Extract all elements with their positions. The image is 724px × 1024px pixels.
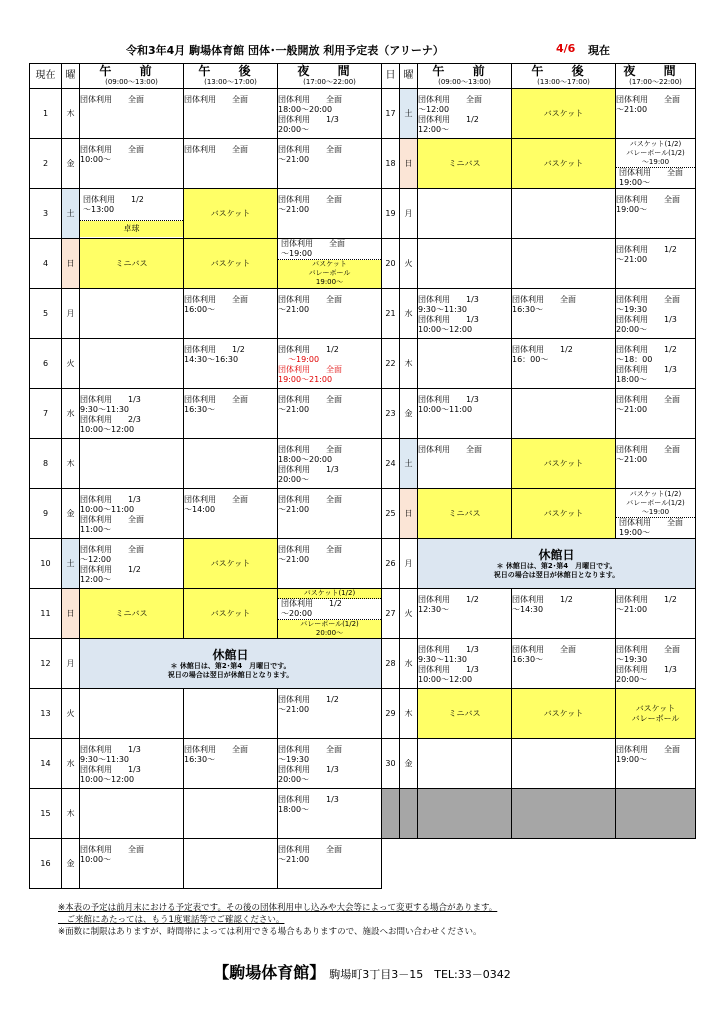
- day-of-week: 火: [400, 589, 418, 639]
- left-pm-cell: バスケット: [184, 189, 278, 239]
- right-night-cell: [616, 739, 696, 789]
- right-night-text: 団体利用 全面 ～21:00: [616, 94, 680, 114]
- header-night-right: 夜 間 (17:00～22:00): [616, 64, 696, 89]
- left-pm-text: [184, 691, 277, 737]
- day-of-week: 月: [400, 539, 418, 589]
- left-am-cell: [80, 389, 184, 439]
- right-pm-cell: [512, 239, 616, 289]
- right-pm-cell: [512, 389, 616, 439]
- left-pm-cell: [184, 739, 278, 789]
- left-night-text: 団体利用 全面 ～21:00: [278, 294, 342, 314]
- right-am-cell: [418, 639, 512, 689]
- right-am-text: 団体利用 1/2 12:30～: [418, 594, 479, 614]
- left-am-extra: 卓球: [80, 221, 183, 237]
- left-night-text: 団体利用 1/2 ～20:00: [278, 599, 381, 620]
- right-pm-cell: [512, 189, 616, 239]
- right-night-cell: [616, 589, 696, 639]
- right-pm-text: 団体利用 1/2 ～14:30: [512, 594, 573, 614]
- left-am-text: 団体利用 1/3 9:30～11:30 団体利用 2/3 10:00～12:00: [80, 394, 141, 434]
- closed-day-cell: [80, 639, 382, 689]
- left-pm-cell: [184, 489, 278, 539]
- day-of-week: 日: [400, 139, 418, 189]
- day-of-week: 木: [400, 339, 418, 389]
- left-night-text: 団体利用 全面 ～21:00: [278, 844, 342, 864]
- table-row: [30, 289, 696, 339]
- right-pm-cell: [512, 639, 616, 689]
- right-am-cell: ミニバス: [418, 689, 512, 739]
- table-row: [30, 439, 696, 489]
- table-row: [30, 239, 696, 289]
- blocked-cell: [616, 789, 696, 839]
- right-night-cell: [616, 89, 696, 139]
- left-pm-text: 団体利用 全面: [184, 144, 248, 154]
- left-am-cell: [80, 739, 184, 789]
- right-pm-cell: [512, 339, 616, 389]
- blocked-cell: [400, 789, 418, 839]
- left-am-cell: [80, 89, 184, 139]
- day-of-week: 水: [400, 289, 418, 339]
- day-number: 22: [382, 339, 400, 389]
- day-of-week: 金: [62, 139, 80, 189]
- day-number: 18: [382, 139, 400, 189]
- left-am-cell: [80, 439, 184, 489]
- table-row: [30, 89, 696, 139]
- left-am-text: 団体利用 全面 10:00～: [80, 144, 144, 164]
- left-am-cell: [80, 839, 184, 889]
- right-am-cell: [418, 289, 512, 339]
- day-of-week: 月: [62, 289, 80, 339]
- table-row: [30, 139, 696, 189]
- right-night-text: 団体利用 全面 19:00～: [616, 744, 680, 764]
- day-number: 24: [382, 439, 400, 489]
- left-am-text: 団体利用 1/3 10:00～11:00 団体利用 全面 11:00～: [80, 494, 144, 534]
- left-night-text: 団体利用 全面 ～21:00: [278, 144, 342, 164]
- left-am-text: 団体利用 全面: [80, 94, 144, 104]
- day-number: 14: [30, 739, 62, 789]
- right-night-text: 団体利用 全面 ～21:00: [616, 394, 680, 414]
- table-row: [30, 389, 696, 439]
- empty-cell: [616, 839, 696, 889]
- day-number: 5: [30, 289, 62, 339]
- left-night-cell: [278, 589, 382, 639]
- right-pm-cell: バスケット: [512, 139, 616, 189]
- left-night-cell: [278, 339, 382, 389]
- left-pm-cell: [184, 339, 278, 389]
- day-number: 4: [30, 239, 62, 289]
- left-pm-cell: バスケット: [184, 589, 278, 639]
- right-am-text: 団体利用 1/3 10:00～11:00: [418, 394, 479, 414]
- day-of-week: 日: [62, 239, 80, 289]
- left-am-cell: ミニバス: [80, 589, 184, 639]
- table-row: [30, 739, 696, 789]
- left-pm-cell: [184, 289, 278, 339]
- right-am-cell: [418, 439, 512, 489]
- day-of-week: 金: [62, 839, 80, 889]
- right-am-cell: [418, 389, 512, 439]
- empty-cell: [418, 839, 512, 889]
- right-pm-cell: バスケット: [512, 489, 616, 539]
- left-pm-text: 団体利用 1/2 14:30～16:30: [184, 344, 245, 364]
- day-number: 9: [30, 489, 62, 539]
- table-row: [30, 489, 696, 539]
- day-number: 30: [382, 739, 400, 789]
- day-number: 26: [382, 539, 400, 589]
- day-number: 13: [30, 689, 62, 739]
- schedule-table: [29, 63, 696, 889]
- header-day: 日: [382, 64, 400, 89]
- right-am-text: 団体利用 全面 ～12:00 団体利用 1/2 12:00～: [418, 94, 482, 134]
- day-number: 11: [30, 589, 62, 639]
- footer-address: 駒場町3丁目3－15 TEL:33－0342: [329, 968, 511, 981]
- left-pm-text: [184, 791, 277, 837]
- left-am-text: [80, 291, 183, 337]
- left-pm-cell: [184, 439, 278, 489]
- table-row: [30, 539, 696, 589]
- day-number: 1: [30, 89, 62, 139]
- left-pm-cell: [184, 139, 278, 189]
- right-am-cell: [418, 89, 512, 139]
- table-row: [30, 189, 696, 239]
- closed-title: 休館日: [538, 547, 575, 562]
- table-row: [30, 789, 696, 839]
- table-row: [30, 589, 696, 639]
- right-night-text: 団体利用 1/2 ～21:00: [616, 594, 677, 614]
- left-am-cell: [80, 539, 184, 589]
- blocked-cell: [382, 789, 400, 839]
- left-night-cell: [278, 439, 382, 489]
- day-number: 8: [30, 439, 62, 489]
- day-number: 20: [382, 239, 400, 289]
- left-night-bottom: バレーボール(1/2) 20:00～: [278, 620, 381, 638]
- right-night-text: バスケット(1/2) バレーボール(1/2) ～19:00: [616, 490, 695, 518]
- left-night-cell: [278, 139, 382, 189]
- blocked-cell: [512, 789, 616, 839]
- right-am-cell: [418, 189, 512, 239]
- left-pm-text: 団体利用 全面 16:30～: [184, 744, 248, 764]
- left-pm-cell: [184, 789, 278, 839]
- left-pm-cell: [184, 389, 278, 439]
- left-night-text: 団体利用 全面 ～21:00: [278, 194, 342, 214]
- left-pm-text: 団体利用 全面 16:00～: [184, 294, 248, 314]
- left-night-cell: [278, 789, 382, 839]
- left-pm-cell: [184, 689, 278, 739]
- left-am-cell: [80, 139, 184, 189]
- note-1: ※本表の予定は前月末における予定表です。その後の団体利用申し込みや大会等によって変更する場合があります。: [58, 903, 498, 913]
- right-night-cell: [616, 189, 696, 239]
- day-of-week: 金: [62, 489, 80, 539]
- right-night-text: 団体利用 全面 ～19:30 団体利用 1/3 20:00～: [616, 294, 680, 334]
- page-title: [0, 40, 724, 58]
- right-am-text: [418, 741, 511, 787]
- day-number: 3: [30, 189, 62, 239]
- day-of-week: 土: [400, 89, 418, 139]
- day-of-week: 月: [400, 189, 418, 239]
- day-of-week: 木: [62, 439, 80, 489]
- header-pm-right: 午 後 (13:00～17:00): [512, 64, 616, 89]
- left-night-cell: [278, 839, 382, 889]
- day-number: 15: [30, 789, 62, 839]
- left-night-text: 団体利用 全面 ～19:00: [278, 239, 381, 260]
- right-night-cell: [616, 439, 696, 489]
- right-pm-text: 団体利用 1/2 16：00～: [512, 344, 573, 364]
- footer: [0, 960, 724, 983]
- left-pm-text: 団体利用 全面: [184, 94, 248, 104]
- right-am-text: [418, 341, 511, 387]
- title-suffix: 現在: [588, 44, 610, 57]
- right-pm-text: [512, 741, 615, 787]
- title-main: 令和3年4月 駒場体育館 団体･一般開放 利用予定表（アリーナ）: [126, 44, 444, 57]
- right-am-cell: [418, 239, 512, 289]
- left-night-extra: バスケット バレーボール 19:00～: [278, 260, 381, 288]
- left-night-cell: [278, 689, 382, 739]
- right-night-extra: 団体利用 全面 19:00～: [619, 517, 683, 537]
- day-of-week: 日: [400, 489, 418, 539]
- right-night-cell: [616, 289, 696, 339]
- day-number: 23: [382, 389, 400, 439]
- right-night-cell: バスケット バレーボール: [616, 689, 696, 739]
- day-of-week: 金: [400, 739, 418, 789]
- left-am-cell: [80, 189, 184, 239]
- right-am-text: 団体利用 全面: [418, 444, 482, 454]
- day-number: 27: [382, 589, 400, 639]
- right-am-text: 団体利用 1/3 9:30～11:30 団体利用 1/3 10:00～12:00: [418, 644, 479, 684]
- left-night-cell: [278, 289, 382, 339]
- table-row: [30, 689, 696, 739]
- right-pm-cell: バスケット: [512, 439, 616, 489]
- closed-title: 休館日: [212, 647, 249, 662]
- right-night-text: 団体利用 全面 ～21:00: [616, 444, 680, 464]
- left-am-text: [80, 791, 183, 837]
- left-am-cell: [80, 689, 184, 739]
- left-night-text: 団体利用 全面 ～19:30 団体利用 1/3 20:00～: [278, 744, 342, 784]
- left-am-text: 団体利用 1/3 9:30～11:30 団体利用 1/3 10:00～12:00: [80, 744, 141, 784]
- header-pm: 午 後 (13:00～17:00): [184, 64, 278, 89]
- left-night-cell: [278, 389, 382, 439]
- left-night-text: 団体利用 全面 ～21:00: [278, 544, 342, 564]
- right-pm-cell: バスケット: [512, 89, 616, 139]
- day-number: 16: [30, 839, 62, 889]
- header-am: 午 前 (09:00～13:00): [80, 64, 184, 89]
- day-number: 19: [382, 189, 400, 239]
- left-pm-cell: [184, 89, 278, 139]
- closed-note: ＊ 休館日は、第2･第4 月曜日です。 祝日の場合は翌日が休館日となります。: [167, 661, 294, 679]
- left-am-text: [80, 441, 183, 487]
- day-number: 29: [382, 689, 400, 739]
- right-night-text: バスケット(1/2) バレーボール(1/2) ～19:00: [616, 140, 695, 168]
- left-pm-cell: バスケット: [184, 239, 278, 289]
- left-am-text: 団体利用 全面 ～12:00 団体利用 1/2 12:00～: [80, 544, 144, 584]
- right-night-text: 団体利用 全面 ～19:30 団体利用 1/3 20:00～: [616, 644, 680, 684]
- right-night-text: 団体利用 1/2 ～18：00 団体利用 1/3 18:00～: [616, 344, 677, 384]
- closed-day-cell: [418, 539, 696, 589]
- left-am-text: [80, 341, 183, 387]
- empty-cell: [512, 839, 616, 889]
- left-am-text: 団体利用 全面 10:00～: [80, 844, 144, 864]
- day-number: 21: [382, 289, 400, 339]
- day-number: 2: [30, 139, 62, 189]
- left-am-text: [80, 691, 183, 737]
- left-pm-text: [184, 441, 277, 487]
- left-am-cell: [80, 789, 184, 839]
- day-number: 6: [30, 339, 62, 389]
- blocked-cell: [418, 789, 512, 839]
- table-row: [30, 639, 696, 689]
- right-am-cell: ミニバス: [418, 489, 512, 539]
- right-am-text: 団体利用 1/3 9:30～11:30 団体利用 1/3 10:00～12:00: [418, 294, 479, 334]
- left-am-cell: ミニバス: [80, 239, 184, 289]
- left-night-text: 団体利用 1/3 18:00～: [278, 794, 339, 814]
- day-of-week: 金: [400, 389, 418, 439]
- right-am-cell: [418, 589, 512, 639]
- left-night-text: 団体利用 1/2 ～21:00: [278, 694, 339, 714]
- notes: [58, 902, 497, 938]
- right-am-text: [418, 191, 511, 237]
- day-of-week: 土: [400, 439, 418, 489]
- title-date: 4/6: [556, 42, 576, 55]
- right-pm-text: [512, 391, 615, 437]
- footer-name: 【駒場体育館】: [213, 963, 326, 982]
- right-night-cell: [616, 489, 696, 539]
- left-night-cell: [278, 239, 382, 289]
- right-pm-text: 団体利用 全面 16:30～: [512, 644, 576, 664]
- right-pm-cell: [512, 289, 616, 339]
- right-am-cell: ミニバス: [418, 139, 512, 189]
- left-pm-text: [184, 841, 277, 887]
- left-night-text: 団体利用 全面 18:00～20:00 団体利用 1/3 20:00～: [278, 94, 342, 134]
- left-pm-text: 団体利用 全面 16:30～: [184, 394, 248, 414]
- table-row: [30, 339, 696, 389]
- right-night-text: 団体利用 1/2 ～21:00: [616, 244, 677, 264]
- right-am-text: [418, 241, 511, 287]
- header-dow: 曜: [62, 64, 80, 89]
- day-of-week: 火: [62, 689, 80, 739]
- left-night-cell: [278, 489, 382, 539]
- header-dow-right: 曜: [400, 64, 418, 89]
- closed-note: ＊ 休館日は、第2･第4 月曜日です。 祝日の場合は翌日が休館日となります。: [493, 561, 620, 579]
- empty-cell: [382, 839, 400, 889]
- day-of-week: 水: [62, 389, 80, 439]
- left-night-text: 団体利用 全面 ～21:00: [278, 494, 342, 514]
- left-pm-cell: [184, 839, 278, 889]
- left-pm-cell: バスケット: [184, 539, 278, 589]
- day-of-week: 土: [62, 539, 80, 589]
- right-night-cell: [616, 639, 696, 689]
- right-night-extra: 団体利用 全面 19:00～: [619, 167, 683, 187]
- day-number: 17: [382, 89, 400, 139]
- note-3: ※面数に制限はありますが、時間帯によっては利用できる場合もありますので、施設へお問い合わせください。: [58, 927, 482, 937]
- left-night-top: バスケット(1/2): [278, 589, 381, 599]
- day-of-week: 月: [62, 639, 80, 689]
- table-row: [30, 839, 696, 889]
- right-pm-text: [512, 191, 615, 237]
- day-of-week: 水: [62, 739, 80, 789]
- right-am-cell: [418, 339, 512, 389]
- empty-cell: [400, 839, 418, 889]
- right-night-cell: [616, 139, 696, 189]
- right-pm-cell: [512, 589, 616, 639]
- note-2: ご来館にあたっては、もう1度電話等でご確認ください。: [58, 915, 285, 925]
- right-pm-text: [512, 241, 615, 287]
- right-pm-text: 団体利用 全面 16:30～: [512, 294, 576, 314]
- day-number: 10: [30, 539, 62, 589]
- day-of-week: 火: [400, 239, 418, 289]
- left-am-text: 団体利用 1/2 ～13:00: [80, 191, 183, 221]
- day-number: 12: [30, 639, 62, 689]
- left-am-cell: [80, 289, 184, 339]
- left-am-cell: [80, 339, 184, 389]
- day-of-week: 水: [400, 639, 418, 689]
- right-night-cell: [616, 239, 696, 289]
- right-pm-cell: [512, 739, 616, 789]
- left-am-cell: [80, 489, 184, 539]
- left-night-cell: [278, 89, 382, 139]
- day-of-week: 日: [62, 589, 80, 639]
- left-night-cell: [278, 189, 382, 239]
- right-pm-cell: バスケット: [512, 689, 616, 739]
- day-of-week: 土: [62, 189, 80, 239]
- right-am-cell: [418, 739, 512, 789]
- day-of-week: 木: [62, 789, 80, 839]
- header-present: 現在: [30, 64, 62, 89]
- day-of-week: 木: [400, 689, 418, 739]
- header-night: 夜 間 (17:00～22:00): [278, 64, 382, 89]
- left-night-cell: [278, 539, 382, 589]
- left-night-text: 団体利用 全面 18:00～20:00 団体利用 1/3 20:00～: [278, 444, 342, 484]
- right-night-cell: [616, 389, 696, 439]
- left-night-text: 団体利用 1/2 ～19:00 団体利用 全面 19:00～21:00: [278, 344, 342, 384]
- right-night-text: 団体利用 全面 19:00～: [616, 194, 680, 214]
- day-of-week: 火: [62, 339, 80, 389]
- right-night-cell: [616, 339, 696, 389]
- day-number: 28: [382, 639, 400, 689]
- left-night-cell: [278, 739, 382, 789]
- day-number: 7: [30, 389, 62, 439]
- left-pm-text: 団体利用 全面 ～14:00: [184, 494, 248, 514]
- header-am-right: 午 前 (09:00～13:00): [418, 64, 512, 89]
- left-night-text: 団体利用 全面 ～21:00: [278, 394, 342, 414]
- day-of-week: 木: [62, 89, 80, 139]
- day-number: 25: [382, 489, 400, 539]
